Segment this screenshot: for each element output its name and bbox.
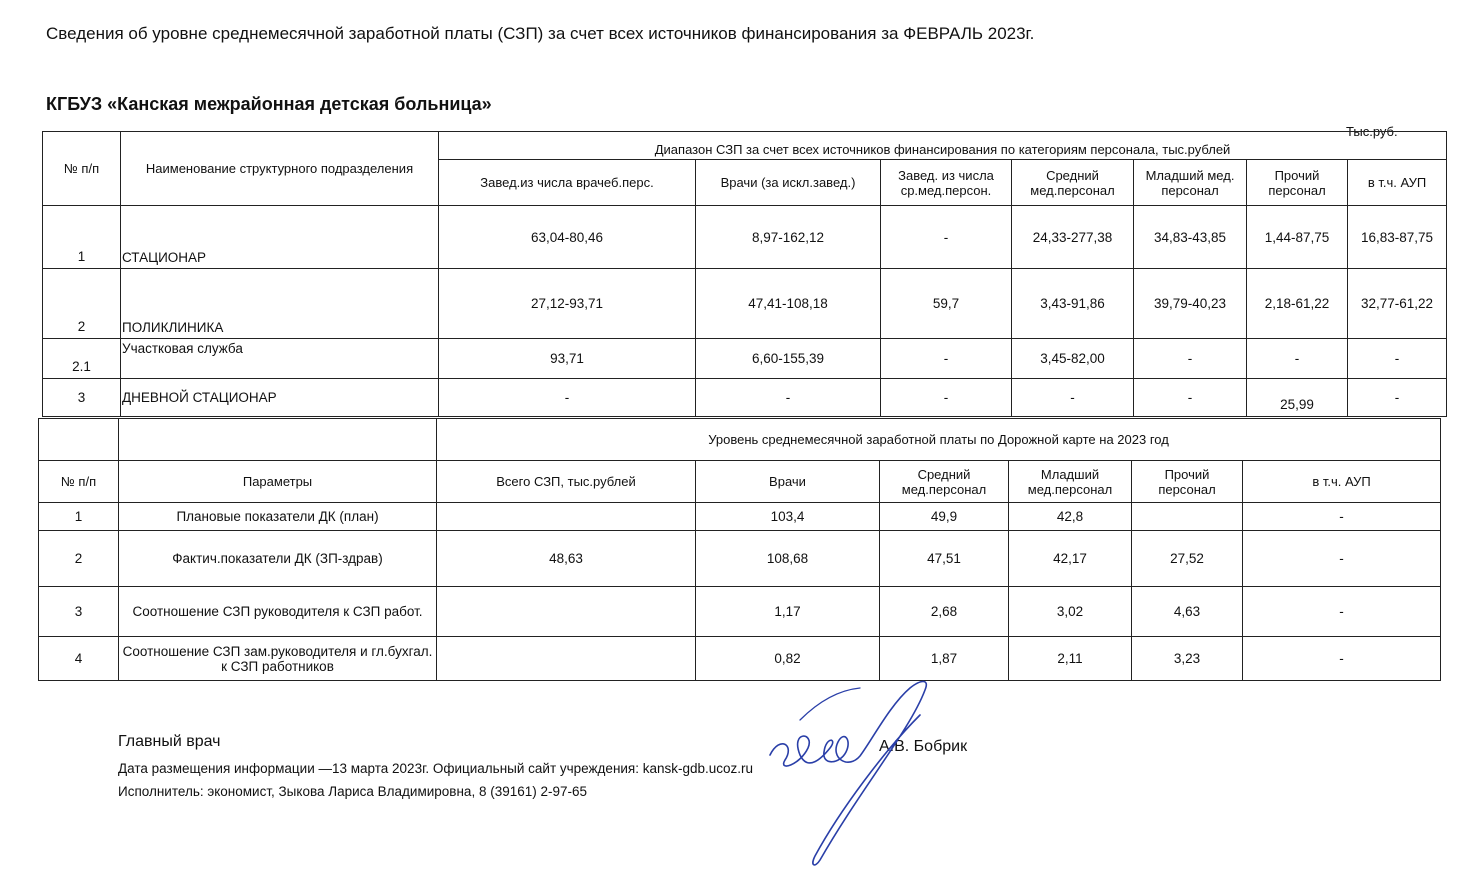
row-value [437, 637, 696, 681]
row-num: 2.1 [43, 339, 121, 379]
row-value: 1,87 [880, 637, 1009, 681]
row-value: 2,11 [1009, 637, 1132, 681]
header-col-5: в т.ч. АУП [1243, 461, 1441, 503]
row-value: - [1243, 587, 1441, 637]
document-title: Сведения об уровне среднемесячной заработной платы (СЗП) за счет всех источников финансирования за ФЕВРАЛЬ 2023г. [46, 24, 1035, 43]
row-num: 2 [39, 531, 119, 587]
salary-range-table [42, 131, 1447, 417]
row-value: 3,23 [1132, 637, 1243, 681]
row-value: - [881, 379, 1012, 417]
row-value: - [1348, 339, 1447, 379]
table-row [43, 339, 1447, 379]
row-num: 4 [39, 637, 119, 681]
header-col-0: Завед.из числа врачеб.перс. [439, 160, 696, 206]
row-value: 103,4 [696, 503, 880, 531]
table-row [39, 637, 1441, 681]
header-range-group: Диапазон СЗП за счет всех источников финансирования по категориям персонала, тыс.рублей [439, 132, 1447, 160]
row-value: 48,63 [437, 531, 696, 587]
row-num: 3 [39, 587, 119, 637]
header-col-2: Завед. из числа ср.мед.персон. [881, 160, 1012, 206]
row-value: 3,43-91,86 [1012, 269, 1134, 339]
row-num: 1 [43, 206, 121, 269]
row-value: 8,97-162,12 [696, 206, 881, 269]
signer-role: Главный врач [118, 733, 221, 750]
row-value: - [1348, 379, 1447, 417]
row-num: 1 [39, 503, 119, 531]
row-value: 39,79-40,23 [1134, 269, 1247, 339]
row-value: - [1243, 503, 1441, 531]
row-param: Соотношение СЗП зам.руководителя и гл.бухгал. к СЗП работников [119, 637, 437, 681]
header-road-map-group: Уровень среднемесячной заработной платы по Дорожной карте на 2023 год [437, 419, 1441, 461]
row-value: - [696, 379, 881, 417]
row-value: 0,82 [696, 637, 880, 681]
header-col-6: в т.ч. АУП [1348, 160, 1447, 206]
row-num: 2 [43, 269, 121, 339]
row-value: - [439, 379, 696, 417]
signer-name: А.В. Бобрик [879, 738, 968, 755]
table-row [43, 206, 1447, 269]
row-value: 93,71 [439, 339, 696, 379]
header-col-1: Врачи (за искл.завед.) [696, 160, 881, 206]
organization-title: КГБУЗ «Канская межрайонная детская больница» [46, 94, 492, 114]
row-value: 1,17 [696, 587, 880, 637]
executor-line: Исполнитель: экономист, Зыкова Лариса Владимировна, 8 (39161) 2-97-65 [118, 784, 588, 799]
header-col-3: Младший мед.персонал [1009, 461, 1132, 503]
row-name: ПОЛИКЛИНИКА [121, 269, 439, 339]
road-map-table [38, 418, 1441, 681]
row-value: - [1243, 531, 1441, 587]
row-value: 42,17 [1009, 531, 1132, 587]
row-value: 2,18-61,22 [1247, 269, 1348, 339]
row-value: 1,44-87,75 [1247, 206, 1348, 269]
header-col-4: Младший мед. персонал [1134, 160, 1247, 206]
table-row [39, 531, 1441, 587]
row-param: Соотношение СЗП руководителя к СЗП работ. [119, 587, 437, 637]
row-value: 49,9 [880, 503, 1009, 531]
table-row [43, 379, 1447, 417]
row-param: Фактич.показатели ДК (ЗП-здрав) [119, 531, 437, 587]
units-label: Тыс.руб. [1346, 124, 1398, 139]
row-param: Плановые показатели ДК (план) [119, 503, 437, 531]
row-name: ДНЕВНОЙ СТАЦИОНАР [121, 379, 439, 417]
table-row [39, 587, 1441, 637]
signature-icon [760, 660, 940, 870]
row-value: 27,52 [1132, 531, 1243, 587]
header-num: № п/п [39, 461, 119, 503]
row-value: - [1243, 637, 1441, 681]
group-spacer-num [39, 419, 119, 461]
row-value: - [881, 206, 1012, 269]
header-param: Параметры [119, 461, 437, 503]
row-value: 42,8 [1009, 503, 1132, 531]
row-value: 24,33-277,38 [1012, 206, 1134, 269]
row-value: 4,63 [1132, 587, 1243, 637]
row-value: 108,68 [696, 531, 880, 587]
header-col-2: Средний мед.персонал [880, 461, 1009, 503]
row-value: 16,83-87,75 [1348, 206, 1447, 269]
row-value: 47,41-108,18 [696, 269, 881, 339]
header-col-4: Прочий персонал [1132, 461, 1243, 503]
row-value: 32,77-61,22 [1348, 269, 1447, 339]
row-value: 34,83-43,85 [1134, 206, 1247, 269]
row-value: 59,7 [881, 269, 1012, 339]
table-row [43, 269, 1447, 339]
row-value [437, 587, 696, 637]
row-num: 3 [43, 379, 121, 417]
row-value: 27,12-93,71 [439, 269, 696, 339]
group-spacer-param [119, 419, 437, 461]
row-value: 3,45-82,00 [1012, 339, 1134, 379]
row-value: - [1012, 379, 1134, 417]
row-value: 47,51 [880, 531, 1009, 587]
header-num: № п/п [43, 132, 121, 206]
header-unit-name: Наименование структурного подразделения [121, 132, 439, 206]
row-value: - [1134, 379, 1247, 417]
header-col-5: Прочий персонал [1247, 160, 1348, 206]
publication-date-line: Дата размещения информации —13 марта 2023г. Официальный сайт учреждения: kansk-gdb.ucoz.ru [118, 761, 754, 776]
row-value [437, 503, 696, 531]
row-name: Участковая служба [121, 339, 439, 379]
row-name: СТАЦИОНАР [121, 206, 439, 269]
header-col-1: Врачи [696, 461, 880, 503]
row-value: 63,04-80,46 [439, 206, 696, 269]
header-col-3: Средний мед.персонал [1012, 160, 1134, 206]
row-value: - [881, 339, 1012, 379]
header-col-0: Всего СЗП, тыс.рублей [437, 461, 696, 503]
row-value: - [1247, 339, 1348, 379]
row-value: 2,68 [880, 587, 1009, 637]
row-value: 25,99 [1247, 379, 1348, 417]
table-row [39, 503, 1441, 531]
row-value: 6,60-155,39 [696, 339, 881, 379]
row-value: - [1134, 339, 1247, 379]
row-value [1132, 503, 1243, 531]
row-value: 3,02 [1009, 587, 1132, 637]
